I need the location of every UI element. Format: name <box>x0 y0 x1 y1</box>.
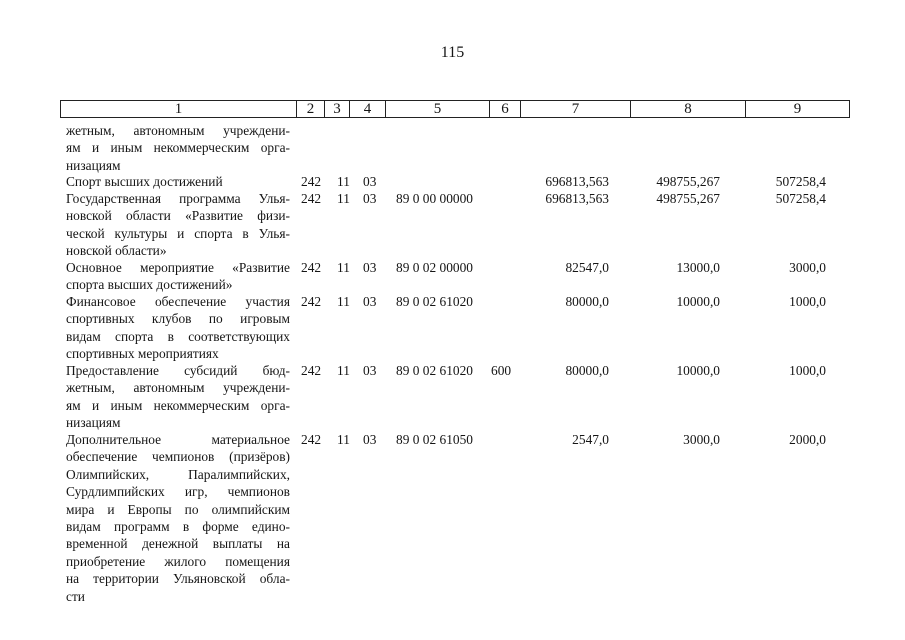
ved-code: 242 <box>301 260 322 275</box>
podrazdel-code: 03 <box>363 174 377 189</box>
amount-col-7: 80000,0 <box>565 294 609 309</box>
row-name: Государственная программа Улья- новской области «Развитие физи- ческой культуры и спорта в Улья- новской области» <box>66 191 290 259</box>
podrazdel-code: 03 <box>363 363 377 378</box>
csr-code: 89 0 00 00000 <box>396 191 473 206</box>
razdel-code: 11 <box>337 294 350 309</box>
vr-code: 600 <box>491 363 512 378</box>
csr-code: 89 0 02 61020 <box>396 363 473 378</box>
csr-code: 89 0 02 00000 <box>396 260 473 275</box>
razdel-code: 11 <box>337 191 350 206</box>
csr-code: 89 0 02 61020 <box>396 294 473 309</box>
ved-code: 242 <box>301 432 322 447</box>
amount-col-7: 2547,0 <box>572 432 609 447</box>
amount-col-9: 507258,4 <box>775 191 826 206</box>
amount-col-9: 3000,0 <box>789 260 826 275</box>
header-col-3: 3 <box>325 101 350 117</box>
header-col-7: 7 <box>521 101 631 117</box>
header-col-1: 1 <box>61 101 297 117</box>
header-col-9: 9 <box>793 101 802 117</box>
amount-col-7: 696813,563 <box>545 191 609 206</box>
podrazdel-code: 03 <box>363 294 377 309</box>
amount-col-7: 80000,0 <box>565 363 609 378</box>
header-col-2: 2 <box>297 101 325 117</box>
ved-code: 242 <box>301 294 322 309</box>
header-col-5: 5 <box>386 101 490 117</box>
ved-code: 242 <box>301 174 322 189</box>
amount-col-7: 696813,563 <box>545 174 609 189</box>
amount-col-7: 82547,0 <box>565 260 609 275</box>
amount-col-9: 1000,0 <box>789 363 826 378</box>
podrazdel-code: 03 <box>363 432 377 447</box>
header-col-4: 4 <box>350 101 386 117</box>
amount-col-8: 498755,267 <box>656 174 720 189</box>
row-name: Финансовое обеспечение участия спортивных клубов по игровым видам спорта в соответствующих спортивных мероприятиях <box>66 294 290 362</box>
amount-col-9: 507258,4 <box>775 174 826 189</box>
row-name: Спорт высших достижений <box>66 174 223 189</box>
amount-col-8: 3000,0 <box>683 432 720 447</box>
razdel-code: 11 <box>337 174 350 189</box>
amount-col-8: 13000,0 <box>676 260 720 275</box>
ved-code: 242 <box>301 191 322 206</box>
row-name: Дополнительное материальное обеспечение чемпионов (призёров) Олимпийских, Паралимпийских, Сурдлимпийских игр, чемпионов мира и Европы по олимпийским видам программ в форме едино- временной денежной выплаты на приобретение жилого помещения на территории Ульяновской обла- сти <box>66 432 290 604</box>
amount-col-8: 498755,267 <box>656 191 720 206</box>
podrazdel-code: 03 <box>363 260 377 275</box>
page-number: 115 <box>440 44 465 61</box>
razdel-code: 11 <box>337 260 350 275</box>
header-col-8: 8 <box>631 101 746 117</box>
amount-col-8: 10000,0 <box>676 363 720 378</box>
amount-col-8: 10000,0 <box>676 294 720 309</box>
row-name: Основное мероприятие «Развитие спорта высших достижений» <box>66 260 290 293</box>
row-name: жетным, автономным учреждени- ям и иным некоммерческим орга- низациям <box>66 123 290 173</box>
csr-code: 89 0 02 61050 <box>396 432 473 447</box>
amount-col-9: 1000,0 <box>789 294 826 309</box>
amount-col-9: 2000,0 <box>789 432 826 447</box>
razdel-code: 11 <box>337 432 350 447</box>
header-col-6: 6 <box>490 101 521 117</box>
razdel-code: 11 <box>337 363 350 378</box>
row-name: Предоставление субсидий бюд- жетным, автономным учреждени- ям и иным некоммерческим орга- низациям <box>66 363 290 431</box>
ved-code: 242 <box>301 363 322 378</box>
podrazdel-code: 03 <box>363 191 377 206</box>
